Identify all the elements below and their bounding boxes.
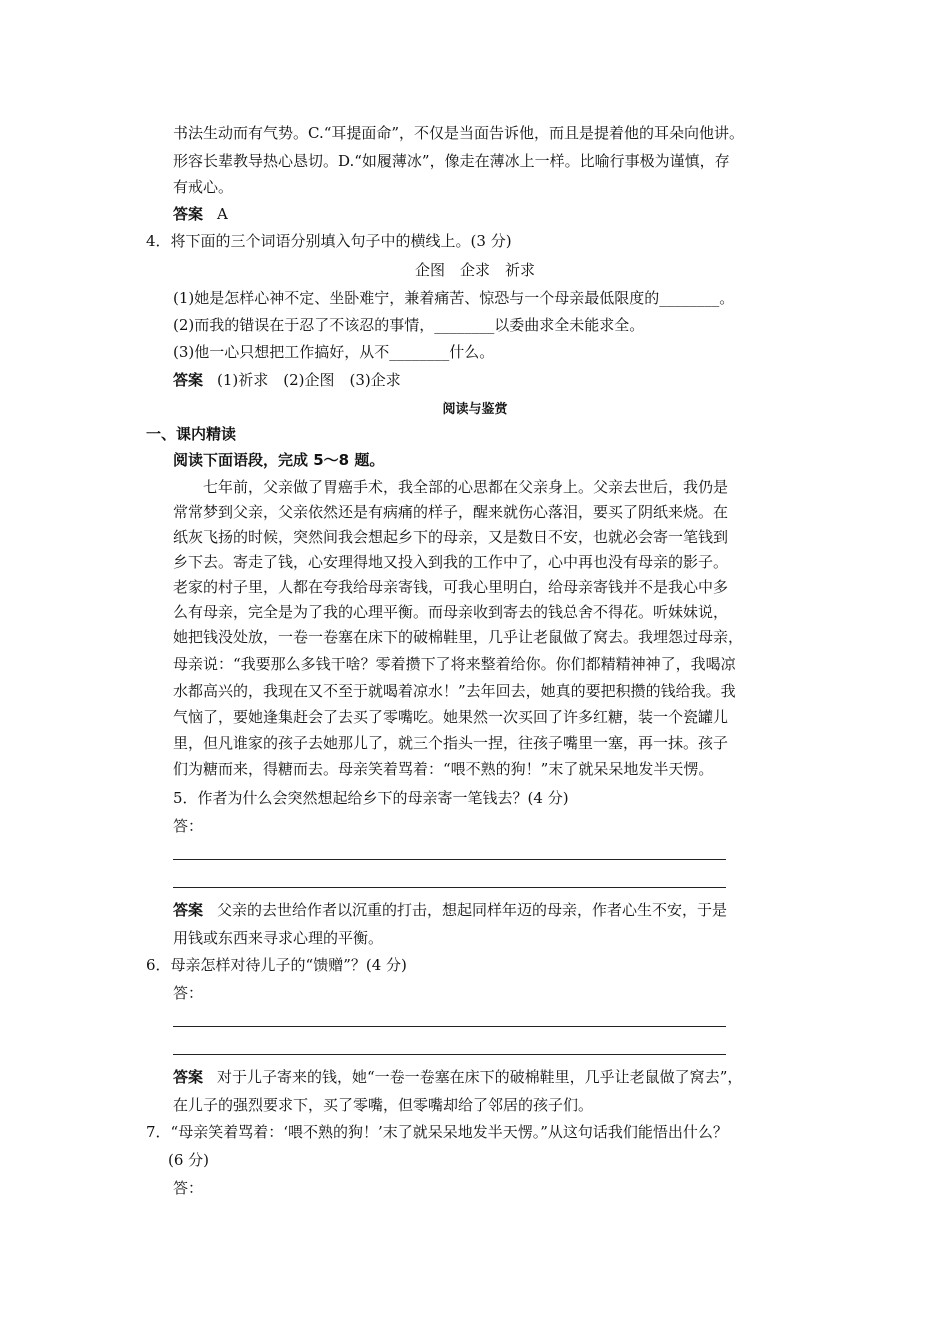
passage-line: 么有母亲，完全是为了我的心理平衡。而母亲收到寄去的钱总舍不得花。听妹妹说， — [173, 603, 729, 621]
passage-line: 里，但凡谁家的孩子去她那儿了，就三个指头一捏，往孩子嘴里一塞，再一抹。孩子 — [173, 734, 729, 752]
answer-blank-line[interactable] — [173, 1054, 726, 1055]
q6-answer-cont: 在儿子的强烈要求下，买了零嘴，但零嘴却给了邻居的孩子们。 — [173, 1096, 594, 1114]
q4-item-3: (3)他一心只想把工作搞好，从不________什么。 — [173, 343, 495, 361]
explanation-line: 形容长辈教导热心恳切。D.“如履薄冰”，像走在薄冰上一样。比喻行事极为谨慎，存 — [173, 152, 730, 170]
explanation-line: 有戒心。 — [173, 178, 234, 196]
answer-prompt: 答： — [173, 984, 204, 1002]
passage-line: 常常梦到父亲，父亲依然还是有病痛的样子，醒来就伤心落泪，要买了阴纸来烧。在 — [173, 503, 729, 521]
q7-score: (6 分) — [168, 1151, 210, 1169]
answer-label: 答案 — [173, 901, 204, 919]
passage-line: 乡下去。寄走了钱，心安理得地又投入到我的工作中了，心中再也没有母亲的影子。 — [173, 553, 729, 571]
q4-item-1: (1)她是怎样心神不定、坐卧难宁，兼着痛苦、惊恐与一个母亲最低限度的________。 — [173, 289, 735, 307]
q4-item-2: (2)而我的错误在于忍了不该忍的事情，________以委曲求全未能求全。 — [173, 316, 645, 334]
q4-stem: 4．将下面的三个词语分别填入句子中的横线上。(3 分) — [146, 232, 512, 250]
answer-label: 答案 — [173, 205, 204, 223]
passage-line: 气恼了，要她逢集赶会了去买了零嘴吃。她果然一次买回了许多红糖，装一个瓷罐儿 — [173, 708, 729, 726]
passage-line: 她把钱没处放，一卷一卷塞在床下的破棉鞋里，几乎让老鼠做了窝去。我埋怨过母亲， — [173, 628, 744, 646]
q6-answer: 答案 对于儿子寄来的钱，她“一卷一卷塞在床下的破棉鞋里，几乎让老鼠做了窝去”， — [173, 1068, 743, 1086]
reading-instruction: 阅读下面语段，完成 5～8 题。 — [173, 451, 385, 469]
q6-stem: 6．母亲怎样对待儿子的“馈赠”？(4 分) — [146, 956, 407, 974]
passage-line: 纸灰飞扬的时候，突然间我会想起乡下的母亲，又是数日不安，也就必会寄一笔钱到 — [173, 528, 729, 546]
q4-word-list: 企图 企求 祈求 — [414, 261, 535, 279]
answer-blank-line[interactable] — [173, 1026, 726, 1027]
passage-line: 们为糖而来，得糖而去。母亲笑着骂着：“喂不熟的狗！”末了就呆呆地发半天愣。 — [173, 760, 714, 778]
passage-line: 老家的村子里，人都在夸我给母亲寄钱，可我心里明白，给母亲寄钱并不是我心中多 — [173, 578, 729, 596]
section-title: 阅读与鉴赏 — [442, 402, 508, 417]
answer-label: 答案 — [173, 371, 204, 389]
explanation-line: 书法生动而有气势。C.“耳提面命”，不仅是当面告诉他，而且是提着他的耳朵向他讲。 — [173, 124, 745, 142]
q5-stem: 5．作者为什么会突然想起给乡下的母亲寄一笔钱去？(4 分) — [173, 789, 569, 807]
q4-answer: 答案 (1)祈求 (2)企图 (3)企求 — [173, 371, 401, 389]
answer-prompt: 答： — [173, 1179, 204, 1197]
part-heading: 一、课内精读 — [146, 425, 237, 443]
answer-blank-line[interactable] — [173, 859, 726, 860]
q3-answer: 答案 A — [173, 205, 228, 223]
q5-answer: 答案 父亲的去世给作者以沉重的打击，想起同样年迈的母亲，作者心生不安，于是 — [173, 901, 728, 919]
answer-label: 答案 — [173, 1068, 204, 1086]
passage-line: 七年前，父亲做了胃癌手术，我全部的心思都在父亲身上。父亲去世后，我仍是 — [203, 478, 729, 496]
answer-prompt: 答： — [173, 817, 204, 835]
q5-answer-cont: 用钱或东西来寻求心理的平衡。 — [173, 929, 384, 947]
passage-line: 母亲说：“我要那么多钱干啥？零着攒下了将来整着给你。你们都精精神神了，我喝凉 — [173, 655, 736, 673]
passage-line: 水都高兴的，我现在又不至于就喝着凉水！”去年回去，她真的要把积攒的钱给我。我 — [173, 682, 736, 700]
answer-blank-line[interactable] — [173, 887, 726, 888]
q7-stem: 7．“母亲笑着骂着：‘喂不熟的狗！’末了就呆呆地发半天愣。”从这句话我们能悟出什么？ — [146, 1123, 728, 1141]
